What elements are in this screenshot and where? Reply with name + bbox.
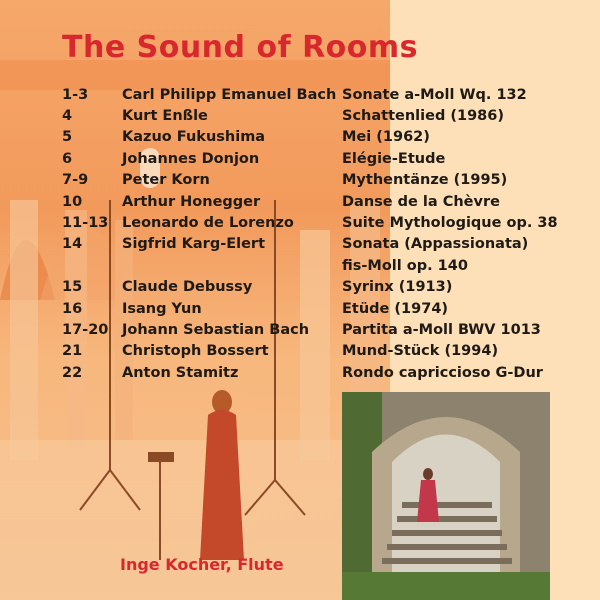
track-row — [62, 84, 558, 105]
track-number: 4 — [62, 108, 73, 125]
track-row — [62, 319, 558, 340]
track-work: Mythentänze (1995) — [342, 172, 508, 189]
track-work: Sonate a-Moll Wq. 132 — [342, 86, 527, 103]
track-number: 14 — [62, 236, 83, 253]
track-row — [62, 191, 558, 212]
track-work: Sonata (Appassionata) — [342, 236, 529, 253]
track-composer: Christoph Bossert — [122, 343, 269, 360]
track-composer — [122, 255, 342, 276]
track-row — [62, 127, 558, 148]
track-composer: Claude Debussy — [122, 279, 253, 296]
track-composer: Arthur Honegger — [122, 193, 261, 210]
track-row — [62, 277, 558, 298]
track-number: 17-20 — [62, 321, 109, 338]
track-number: 21 — [62, 343, 83, 360]
track-row — [62, 298, 558, 319]
track-row — [62, 362, 558, 383]
track-composer: Peter Korn — [122, 172, 210, 189]
track-composer: Johannes Donjon — [122, 150, 260, 167]
track-number: 7-9 — [62, 172, 89, 189]
track-row — [62, 212, 558, 233]
track-row — [62, 170, 558, 191]
track-number: 10 — [62, 193, 83, 210]
stairway-illustration — [342, 392, 550, 600]
track-list — [62, 84, 558, 383]
track-work: Danse de la Chèvre — [342, 193, 500, 210]
track-number: 22 — [62, 364, 83, 381]
track-number: 11-13 — [62, 215, 109, 232]
track-number: 5 — [62, 129, 73, 146]
track-row — [62, 148, 558, 169]
track-composer: Johann Sebastian Bach — [122, 321, 310, 338]
track-row — [62, 341, 558, 362]
track-work: Syrinx (1913) — [342, 279, 453, 296]
track-work: Elégie-Etude — [342, 150, 446, 167]
track-number: 1-3 — [62, 86, 89, 103]
track-work: Suite Mythologique op. 38 — [342, 215, 558, 232]
track-row — [62, 105, 558, 126]
track-composer: Sigfrid Karg-Elert — [122, 236, 266, 253]
album-title: The Sound of Rooms — [62, 30, 419, 65]
track-composer: Kazuo Fukushima — [122, 129, 266, 146]
track-composer: Anton Stamitz — [122, 364, 239, 381]
track-composer: Kurt Enßle — [122, 108, 208, 125]
track-work: Mund-Stück (1994) — [342, 343, 499, 360]
track-composer: Isang Yun — [122, 300, 202, 317]
track-work: Etüde (1974) — [342, 300, 449, 317]
track-row — [62, 255, 558, 276]
track-composer: Carl Philipp Emanuel Bach — [122, 86, 337, 103]
track-work: Rondo capriccioso G-Dur — [342, 364, 543, 381]
track-composer: Leonardo de Lorenzo — [122, 215, 294, 232]
track-work: fis-Moll op. 140 — [342, 257, 468, 274]
track-number: 6 — [62, 150, 73, 167]
track-work: Schattenlied (1986) — [342, 108, 504, 125]
performer-credit: Inge Kocher, Flute — [120, 555, 284, 574]
track-number — [62, 255, 122, 276]
track-number: 15 — [62, 279, 83, 296]
track-work: Partita a-Moll BWV 1013 — [342, 321, 541, 338]
stairway-photo — [342, 392, 550, 600]
track-number: 16 — [62, 300, 83, 317]
track-work: Mei (1962) — [342, 129, 430, 146]
track-row — [62, 234, 558, 255]
